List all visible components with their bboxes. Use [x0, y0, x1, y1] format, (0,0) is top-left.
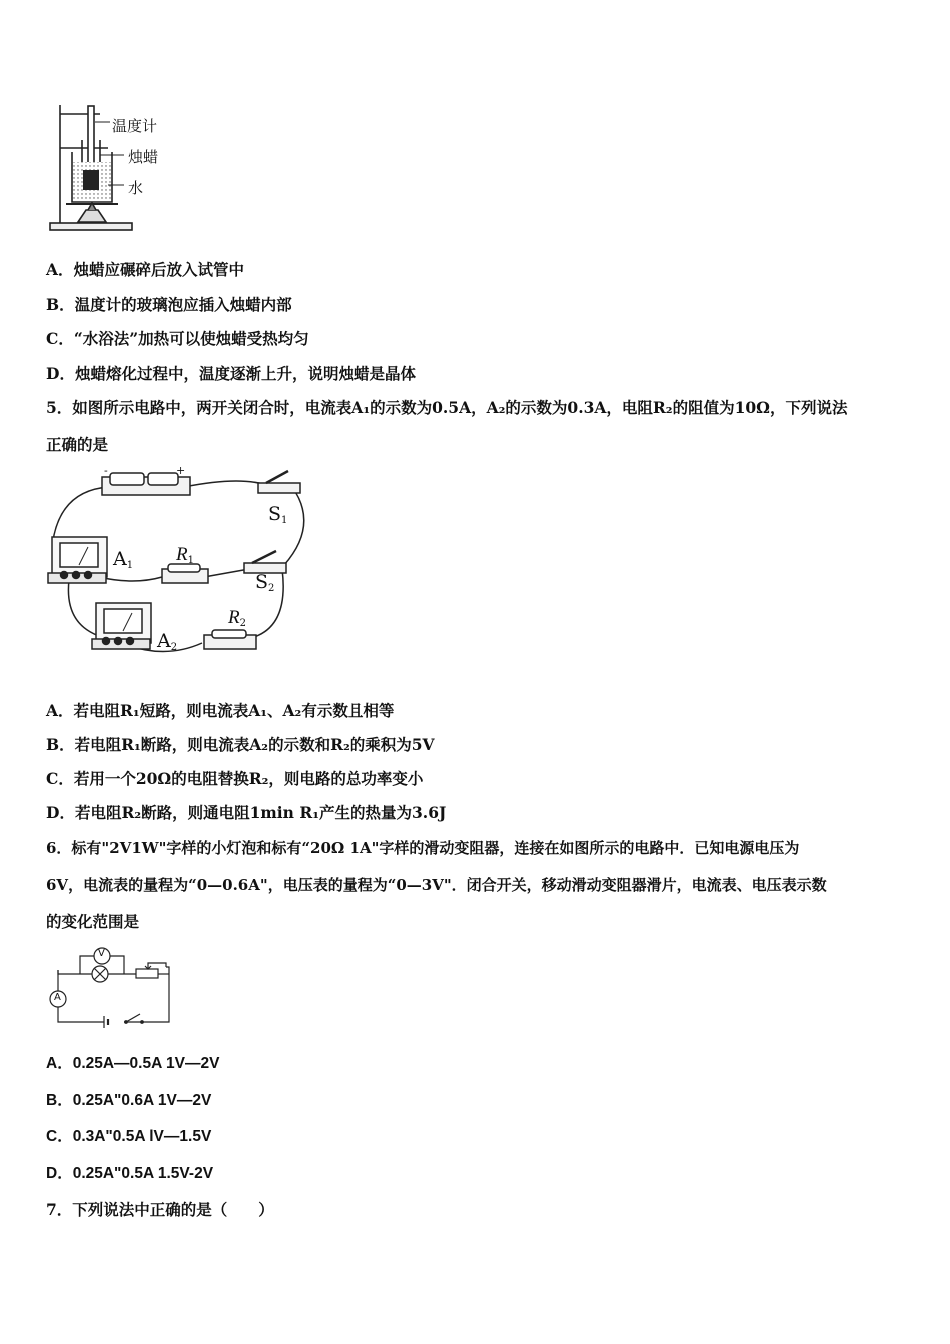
q5-option-b: B．若电阻R₁断路，则电流表A₂的示数和R₂的乘积为5V	[46, 735, 435, 754]
battery-minus-label: -	[104, 464, 108, 477]
label-wax: 烛蜡	[128, 148, 159, 166]
q6-option-d: D．0.25A"0.5A 1.5V-2V	[46, 1165, 214, 1182]
q4-option-b: B．温度计的玻璃泡应插入烛蜡内部	[46, 295, 292, 314]
q5-stem-line1: 5．如图所示电路中，两开关闭合时，电流表A₁的示数为0.5A，A₂的示数为0.3A，电阻R₂的阻值为10Ω，下列说法	[46, 398, 848, 417]
q6-stem-line1: 6．标有"2V1W"字样的小灯泡和标有“20Ω 1A"字样的滑动变阻器，连接在如图所示的电路中．已知电源电压为	[46, 839, 800, 857]
q6-stem-line2: 6V，电流表的量程为“0—0.6A"，电压表的量程为“0—3V"．闭合开关，移动滑动变阻器滑片，电流表、电压表示数	[46, 876, 827, 894]
switch-symbol	[126, 1014, 140, 1022]
label-water: 水	[128, 179, 144, 197]
label-s2: $S_2$	[255, 571, 275, 594]
stand-base	[50, 223, 132, 230]
wire-r1-s2	[204, 569, 249, 577]
q5-stem-line2: 正确的是	[46, 435, 109, 454]
q6-stem-line3: 的变化范围是	[46, 912, 140, 931]
label-r2: $R_2$	[228, 607, 246, 629]
wire-a1-r1	[99, 577, 162, 581]
wax-fill	[83, 170, 99, 190]
q5-option-c: C．若用一个20Ω的电阻替换R₂，则电路的总功率变小	[46, 769, 424, 788]
label-a2: $A_2$	[157, 630, 178, 653]
battery-plus-label: +	[176, 464, 186, 477]
q6-option-b: B．0.25A"0.6A 1V—2V	[46, 1092, 212, 1109]
q6-option-a: A．0.25A—0.5A 1V—2V	[46, 1055, 220, 1072]
q6-circuit-figure	[44, 942, 180, 1028]
q6-option-c: C．0.3A"0.5A lV—1.5V	[46, 1128, 212, 1145]
alcohol-burner	[78, 210, 106, 222]
q4-option-d: D．烛蜡熔化过程中，温度逐渐上升，说明烛蜡是晶体	[46, 364, 416, 383]
label-thermometer: 温度计	[112, 117, 158, 135]
switch-s1	[258, 483, 300, 493]
label-r1: $R_1$	[176, 544, 194, 566]
voltmeter-label: V	[98, 948, 105, 959]
rheostat-symbol	[136, 969, 158, 978]
q4-option-a: A．烛蜡应碾碎后放入试管中	[46, 260, 245, 279]
q4-option-c: C．“水浴法”加热可以使烛蜡受热均匀	[46, 329, 309, 348]
q5-option-d: D．若电阻R₂断路，则通电阻1min R₁产生的热量为3.6J	[46, 803, 447, 822]
label-s1: $S_1$	[268, 503, 288, 526]
wire-s1-down	[284, 487, 304, 565]
label-a1: $A_1$	[113, 548, 134, 571]
q7-stem: 7．下列说法中正确的是（ ）	[46, 1200, 274, 1219]
ammeter-label: A	[54, 992, 61, 1003]
q5-option-a: A．若电阻R₁短路，则电流表A₁、A₂有示数且相等	[46, 701, 395, 720]
